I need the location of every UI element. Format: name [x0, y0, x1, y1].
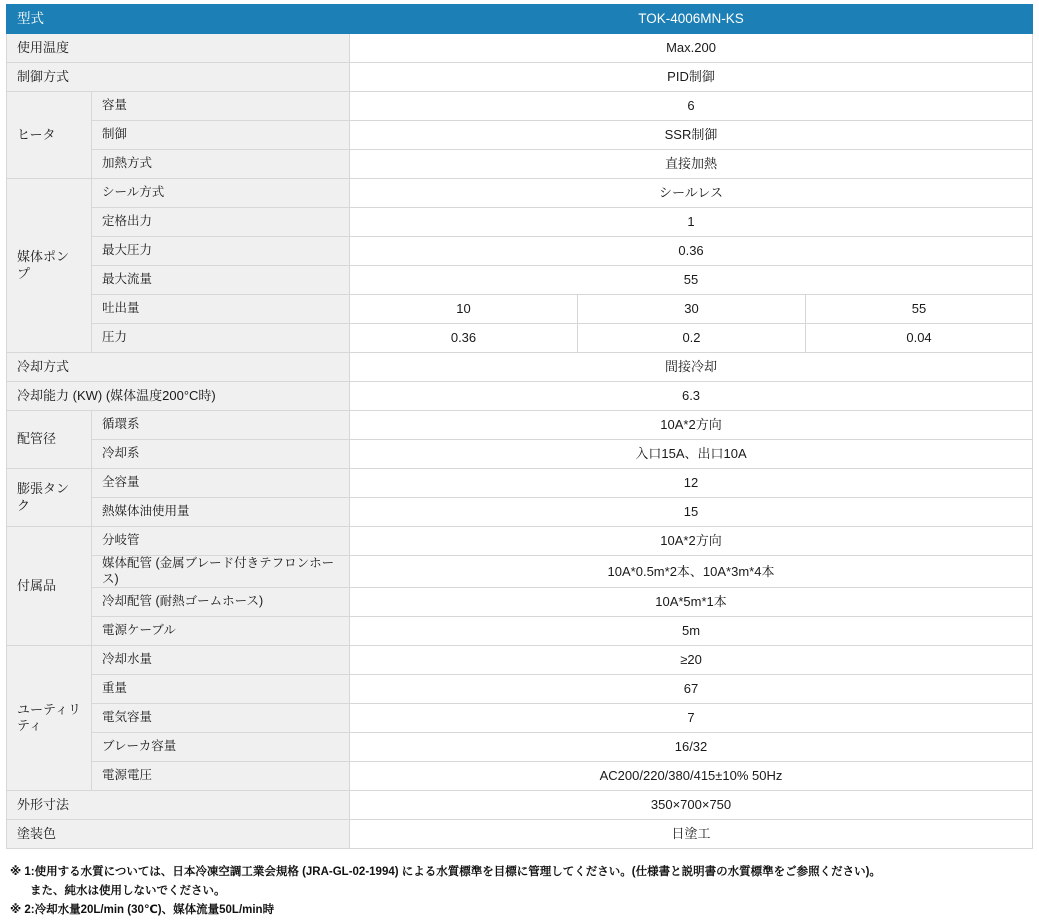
row-value: 間接冷却 — [350, 353, 1033, 382]
row-value: 1 — [350, 208, 1033, 237]
table-row — [7, 762, 1033, 791]
table-row — [7, 121, 1033, 150]
table-row — [7, 820, 1033, 849]
row-value: 55 — [806, 295, 1033, 324]
row-label: 外形寸法 — [7, 791, 350, 820]
footnote-2: ※ 2:冷却水量20L/min (30℃)、媒体流量50L/min時 — [10, 904, 275, 917]
row-sub-label: 電気容量 — [92, 704, 350, 733]
row-value: 5m — [350, 617, 1033, 646]
row-sub-label: 分岐管 — [92, 527, 350, 556]
row-value: SSR制御 — [350, 121, 1033, 150]
header-label-model: 型式 — [7, 5, 350, 34]
row-label: 冷却能力 (KW) (媒体温度200°C時) — [7, 382, 350, 411]
row-group-label: 付属品 — [7, 527, 92, 646]
row-label: 塗装色 — [7, 820, 350, 849]
row-sub-label: 制御 — [92, 121, 350, 150]
row-group-label: 膨張タンク — [7, 469, 92, 527]
table-row — [7, 295, 1033, 324]
table-row — [7, 646, 1033, 675]
table-row — [7, 440, 1033, 469]
row-value: 12 — [350, 469, 1033, 498]
table-row — [7, 208, 1033, 237]
row-value: 10A*2方向 — [350, 411, 1033, 440]
table-row — [7, 588, 1033, 617]
row-sub-label: ブレーカ容量 — [92, 733, 350, 762]
row-value: 30 — [578, 295, 806, 324]
row-sub-label: 加熱方式 — [92, 150, 350, 179]
row-sub-label: 熱媒体油使用量 — [92, 498, 350, 527]
row-label: 使用温度 — [7, 34, 350, 63]
table-row — [7, 63, 1033, 92]
table-row — [7, 150, 1033, 179]
row-sub-label: 電源電圧 — [92, 762, 350, 791]
row-sub-label: 重量 — [92, 675, 350, 704]
row-value: 直接加熱 — [350, 150, 1033, 179]
table-row — [7, 469, 1033, 498]
row-label: 冷却方式 — [7, 353, 350, 382]
table-row — [7, 675, 1033, 704]
specification-table — [6, 4, 1033, 849]
row-value: 10A*5m*1本 — [350, 588, 1033, 617]
row-sub-label: 定格出力 — [92, 208, 350, 237]
row-value: 0.2 — [578, 324, 806, 353]
row-sub-label: 冷却配管 (耐熱ゴームホース) — [92, 588, 350, 617]
row-value: 0.36 — [350, 237, 1033, 266]
row-value: 日塗工 — [350, 820, 1033, 849]
row-value: 10A*0.5m*2本、10A*3m*4本 — [350, 556, 1033, 588]
row-value: Max.200 — [350, 34, 1033, 63]
footnote-1-continued: また、純水は使用しないでください。 — [30, 885, 226, 898]
row-value: AC200/220/380/415±10% 50Hz — [350, 762, 1033, 791]
row-sub-label: 冷却系 — [92, 440, 350, 469]
row-value: 7 — [350, 704, 1033, 733]
row-value: 67 — [350, 675, 1033, 704]
row-value: 16/32 — [350, 733, 1033, 762]
row-sub-label: 吐出量 — [92, 295, 350, 324]
row-value: 15 — [350, 498, 1033, 527]
row-label: 制御方式 — [7, 63, 350, 92]
row-sub-label: 冷却水量 — [92, 646, 350, 675]
table-row — [7, 34, 1033, 63]
row-value: シールレス — [350, 179, 1033, 208]
table-row — [7, 324, 1033, 353]
row-value: 350×700×750 — [350, 791, 1033, 820]
row-value: 10 — [350, 295, 578, 324]
row-sub-label: 最大流量 — [92, 266, 350, 295]
footnote-1: ※ 1:使用する水質については、日本冷凍空調工業会規格 (JRA-GL-02-1994) による水質標準を目標に管理してください。(仕様書と説明書の水質標準をご参照ください)。 — [10, 866, 881, 879]
table-row — [7, 498, 1033, 527]
row-sub-label: 媒体配管 (金属ブレード付きテフロンホース) — [92, 556, 350, 588]
table-row — [7, 179, 1033, 208]
row-value: 0.04 — [806, 324, 1033, 353]
table-row — [7, 382, 1033, 411]
row-value: ≥20 — [350, 646, 1033, 675]
table-row — [7, 237, 1033, 266]
row-sub-label: 循環系 — [92, 411, 350, 440]
row-value: PID制御 — [350, 63, 1033, 92]
row-sub-label: 圧力 — [92, 324, 350, 353]
header-value-model: TOK-4006MN-KS — [350, 5, 1033, 34]
row-group-label: 配管径 — [7, 411, 92, 469]
row-value: 10A*2方向 — [350, 527, 1033, 556]
row-group-label: ユーティリティ — [7, 646, 92, 791]
table-row — [7, 527, 1033, 556]
table-row — [7, 92, 1033, 121]
table-row — [7, 791, 1033, 820]
table-header-row — [7, 5, 1033, 34]
row-value: 入口15A、出口10A — [350, 440, 1033, 469]
footnotes — [6, 863, 1033, 920]
row-group-label: 媒体ポンプ — [7, 179, 92, 353]
table-row — [7, 266, 1033, 295]
table-row — [7, 556, 1033, 588]
row-sub-label: 最大圧力 — [92, 237, 350, 266]
row-value: 0.36 — [350, 324, 578, 353]
row-value: 6 — [350, 92, 1033, 121]
table-row — [7, 411, 1033, 440]
row-sub-label: 全容量 — [92, 469, 350, 498]
row-sub-label: 電源ケーブル — [92, 617, 350, 646]
table-row — [7, 733, 1033, 762]
row-group-label: ヒータ — [7, 92, 92, 179]
row-sub-label: シール方式 — [92, 179, 350, 208]
table-row — [7, 617, 1033, 646]
row-sub-label: 容量 — [92, 92, 350, 121]
row-value: 55 — [350, 266, 1033, 295]
table-row — [7, 704, 1033, 733]
table-row — [7, 353, 1033, 382]
row-value: 6.3 — [350, 382, 1033, 411]
